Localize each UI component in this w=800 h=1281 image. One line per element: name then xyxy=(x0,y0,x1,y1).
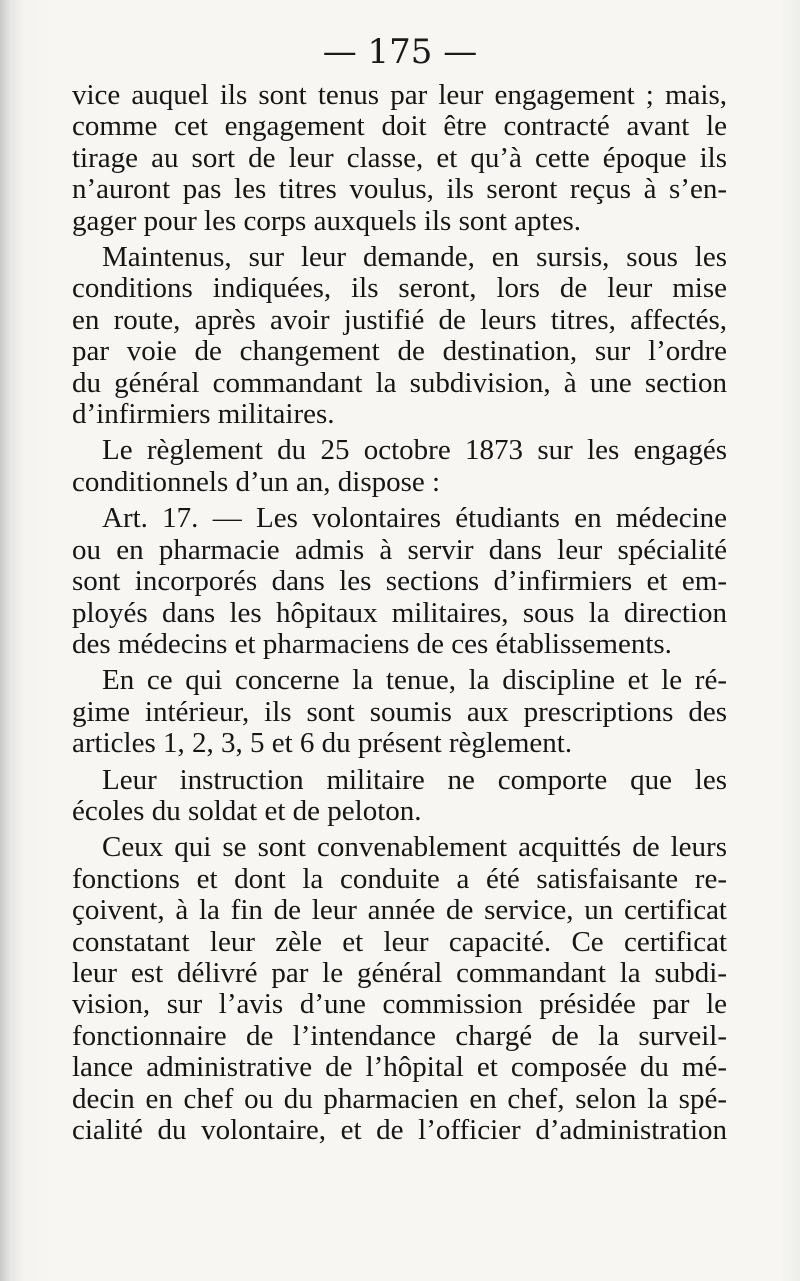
text-line: lance administrative de l’hôpital et composée du mé- xyxy=(72,1051,727,1084)
text-line: çoivent, à la fin de leur année de service, un certificat xyxy=(72,894,727,927)
paragraph-4 xyxy=(72,503,727,660)
text-line: Ceux qui se sont convenablement acquittés de leurs xyxy=(102,831,727,864)
text-line: ou en pharmacie admis à servir dans leur spécialité xyxy=(72,533,727,566)
text-line: Art. 17. — Les volontaires étudiants en médecine xyxy=(102,502,727,535)
text-line: conditionnels d’un an, dispose : xyxy=(72,465,441,498)
text-line: constatant leur zèle et leur capacité. Ce certificat xyxy=(72,925,727,958)
text-line: gager pour les corps auxquels ils sont aptes. xyxy=(72,204,582,237)
text-line: gime intérieur, ils sont soumis aux prescriptions des xyxy=(72,695,727,728)
text-line: leur est délivré par le général commandant la subdi- xyxy=(72,956,727,989)
text-line: fonctions et dont la conduite a été satisfaisante re- xyxy=(72,862,727,895)
paragraph-5 xyxy=(72,665,727,759)
text-line: écoles du soldat et de peloton. xyxy=(72,794,422,827)
text-line: du général commandant la subdivision, à une section xyxy=(72,366,727,399)
text-line: Maintenus, sur leur demande, en sursis, sous les xyxy=(102,241,727,274)
text-line: fonctionnaire de l’intendance chargé de la surveil- xyxy=(72,1019,727,1052)
paragraph-1 xyxy=(72,80,727,237)
text-line: conditions indiquées, ils seront, lors de leur mise xyxy=(72,272,727,305)
text-line: Le règlement du 25 octobre 1873 sur les engagés xyxy=(102,434,727,467)
text-line: par voie de changement de destination, sur l’ordre xyxy=(72,335,727,368)
paragraph-6 xyxy=(72,765,727,828)
body-text xyxy=(72,80,727,1151)
paragraph-3 xyxy=(72,435,727,498)
text-line: ployés dans les hôpitaux militaires, sous la direction xyxy=(72,596,727,629)
page-number: — 175 — xyxy=(322,32,478,72)
text-line: Leur instruction militaire ne comporte que les xyxy=(102,763,727,796)
text-line: cialité du volontaire, et de l’officier d’administration xyxy=(72,1114,727,1146)
text-line: tirage au sort de leur classe, et qu’à cette époque ils xyxy=(72,141,727,174)
text-line: sont incorporés dans les sections d’infirmiers et em- xyxy=(72,565,727,598)
text-line: articles 1, 2, 3, 5 et 6 du présent règlement. xyxy=(72,727,573,760)
text-line: des médecins et pharmaciens de ces établissements. xyxy=(72,627,672,660)
text-line: vice auquel ils sont tenus par leur engagement ; mais, xyxy=(72,79,727,111)
text-line: en route, après avoir justifié de leurs titres, affectés, xyxy=(72,303,727,336)
text-line: decin en chef ou du pharmacien en chef, selon la spé- xyxy=(72,1082,727,1115)
text-line: d’infirmiers militaires. xyxy=(72,398,335,431)
paragraph-7 xyxy=(72,832,727,1146)
text-line: En ce qui concerne la tenue, la discipline et le ré- xyxy=(102,664,727,697)
text-line: vision, sur l’avis d’une commission présidée par le xyxy=(72,988,727,1021)
paragraph-2 xyxy=(72,242,727,430)
text-line: n’auront pas les titres voulus, ils seront reçus à s’en- xyxy=(72,173,727,206)
text-line: comme cet engagement doit être contracté avant le xyxy=(72,110,727,143)
